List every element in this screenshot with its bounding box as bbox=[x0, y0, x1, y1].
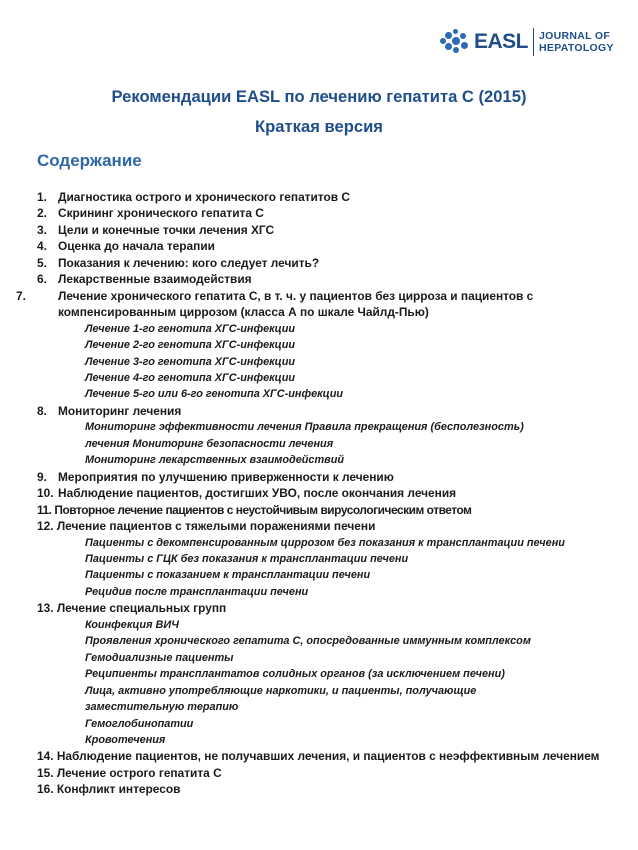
toc-subitem: Гемодиализные пациенты bbox=[85, 651, 234, 664]
toc-item-3: 3. Цели и конечные точки лечения ХГС bbox=[37, 222, 275, 237]
toc-item-16: 16. Конфликт интересов bbox=[37, 782, 181, 797]
toc-subitem: Лечение 5-го или 6-го генотипа ХГС-инфекции bbox=[85, 388, 344, 401]
toc-subitem: Мониторинг эффективности лечения Правила прекращения (бесполезность) лечения Мониторинг безопасности лечения bbox=[85, 421, 524, 450]
toc-item-10: 10. Наблюдение пациентов, достигших УВО, после окончания лечения bbox=[37, 486, 457, 501]
toc-item-11: 11. Повторное лечение пациентов с неустойчивым вирусологическим ответом bbox=[37, 502, 472, 517]
toc-item-15: 15. Лечение острого гепатита С bbox=[37, 765, 222, 780]
toc-heading: Содержание bbox=[37, 151, 142, 170]
toc-item-8: 8. Мониторинг лечения bbox=[37, 403, 182, 418]
toc-subitem: Пациенты с ГЦК без показания к трансплантации печени bbox=[85, 552, 409, 565]
toc-subitem: Реципиенты трансплантатов солидных органов (за исключением печени) bbox=[85, 668, 505, 681]
toc-subitem: Лечение 2-го генотипа ХГС-инфекции bbox=[85, 339, 296, 352]
toc-subitem: Рецидив после трансплантации печени bbox=[85, 585, 309, 598]
toc-item-12: 12. Лечение пациентов с тяжелыми поражениями печени bbox=[37, 519, 376, 534]
document-subtitle: Краткая версия bbox=[255, 117, 383, 136]
toc-subitem: Кровотечения bbox=[85, 733, 166, 746]
easl-dots-icon bbox=[440, 29, 470, 55]
toc-item-2: 2. Скрининг хронического гепатита С bbox=[37, 206, 264, 221]
logo-journal-line1: JOURNAL OF bbox=[539, 30, 611, 42]
document-title: Рекомендации EASL по лечению гепатита С (2015) bbox=[111, 87, 527, 106]
toc-item-1: 1. Диагностика острого и хронического гепатитов С bbox=[37, 190, 350, 204]
toc-subitem: Мониторинг лекарственных взаимодействий bbox=[85, 454, 345, 467]
logo-journal-line2: HEPATOLOGY bbox=[539, 42, 614, 54]
toc-subitem: Лечение 3-го генотипа ХГС-инфекции bbox=[85, 355, 296, 368]
logo-wordmark: EASL bbox=[474, 30, 529, 53]
toc-subitem: Коинфекция ВИЧ bbox=[85, 618, 179, 631]
toc-subitem: Проявления хронического гепатита С, опосредованные иммунным комплексом bbox=[85, 635, 531, 648]
logo-divider bbox=[533, 28, 534, 56]
table-of-contents bbox=[16, 189, 607, 798]
toc-item-4: 4. Оценка до начала терапии bbox=[37, 239, 215, 254]
toc-subitem: Лица, активно употребляющие наркотики, и пациенты, получающие заместительную терапию bbox=[85, 684, 477, 714]
toc-subitem: Пациенты с показанием к трансплантации печени bbox=[85, 569, 371, 582]
toc-item-7: 7. Лечение хронического гепатита С, в т. ч. у пациентов без цирроза и пациентов с компенсированным циррозом (класса А по шкале Чайлд-Пью) bbox=[16, 288, 534, 320]
logo-journal-name bbox=[539, 30, 614, 54]
toc-item-9: 9. Мероприятия по улучшению приверженности к лечению bbox=[37, 469, 394, 484]
toc-subitem: Пациенты с декомпенсированным циррозом без показания к трансплантации печени bbox=[85, 536, 565, 549]
toc-subitem: Лечение 4-го генотипа ХГС-инфекции bbox=[85, 371, 296, 384]
toc-subitem: Гемоглобинопатии bbox=[85, 717, 194, 730]
toc-item-13: 13. Лечение специальных групп bbox=[37, 601, 227, 616]
journal-logo bbox=[440, 27, 614, 57]
toc-subitem: Лечение 1-го генотипа ХГС-инфекции bbox=[85, 322, 296, 335]
toc-item-6: 6. Лекарственные взаимодействия bbox=[37, 272, 252, 287]
toc-item-14: 14. Наблюдение пациентов, не получавших лечения, и пациентов с неэффективным лечением bbox=[37, 749, 600, 764]
toc-item-5: 5. Показания к лечению: кого следует лечить? bbox=[37, 255, 320, 270]
